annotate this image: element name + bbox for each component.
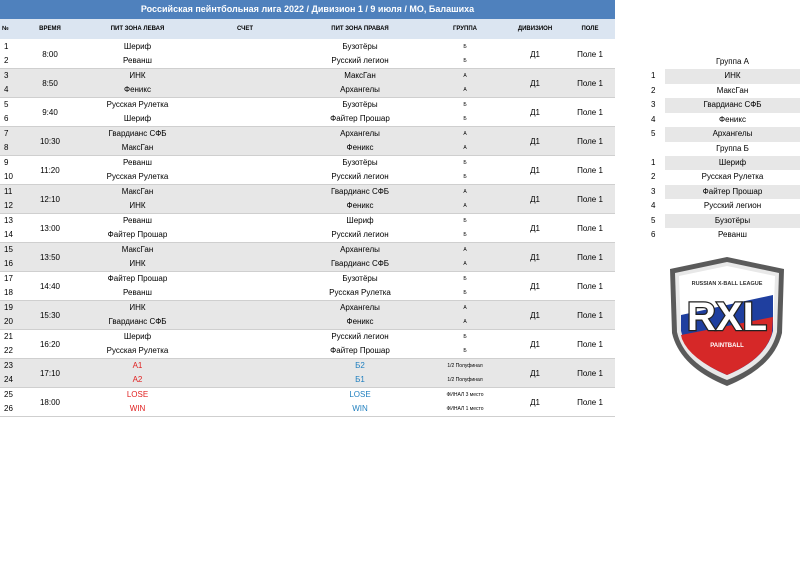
left-team: Файтер Прошар xyxy=(107,274,168,283)
header-time: ВРЕМЯ xyxy=(39,26,61,32)
left-team: ИНК xyxy=(129,201,146,210)
group-label: Б xyxy=(463,102,467,108)
table-row xyxy=(0,243,615,272)
left-team: А2 xyxy=(132,375,143,384)
match-time: 8:00 xyxy=(42,50,58,59)
left-team: Русская Рулетка xyxy=(106,346,169,355)
score-cell xyxy=(195,214,295,228)
score-cell xyxy=(195,127,295,141)
match-time: 12:10 xyxy=(39,195,61,204)
table-row xyxy=(0,185,615,214)
right-team: Шериф xyxy=(346,216,374,225)
right-team: Русский легион xyxy=(331,172,389,181)
group-label: Б xyxy=(463,58,467,64)
group-team-name: ИНК xyxy=(665,69,800,84)
group-label: Б xyxy=(463,160,467,166)
group-label: Б xyxy=(463,174,467,180)
match-time: 13:50 xyxy=(39,253,61,262)
group-team-name: Феникс xyxy=(718,114,746,124)
right-team: Бузотёры xyxy=(342,42,378,51)
right-team: Русский легион xyxy=(331,230,389,239)
group-label: 1/2 Полуфинал xyxy=(447,363,483,369)
group-team-number: 1 xyxy=(651,157,656,167)
score-cell xyxy=(195,301,295,315)
field-label: Поле 1 xyxy=(577,195,603,204)
match-table xyxy=(0,40,615,417)
division-label: Д1 xyxy=(530,108,540,117)
logo-letters: RXL xyxy=(687,295,767,339)
match-number: 11 xyxy=(4,187,13,196)
table-row xyxy=(0,330,615,359)
table-row xyxy=(0,301,615,330)
group-team-row xyxy=(645,113,800,128)
match-number: 8 xyxy=(4,143,9,152)
score-cell xyxy=(195,98,295,112)
group-label: А xyxy=(463,145,467,151)
field-label: Поле 1 xyxy=(577,369,603,378)
score-cell xyxy=(195,112,295,126)
field-label: Поле 1 xyxy=(577,253,603,262)
right-team: Феникс xyxy=(346,201,374,210)
right-team: Феникс xyxy=(346,317,374,326)
table-row xyxy=(0,359,615,388)
group-team-row xyxy=(645,156,800,171)
right-team: Архангелы xyxy=(340,129,380,138)
header-right-pit: ПИТ ЗОНА ПРАВАЯ xyxy=(331,26,389,32)
score-cell xyxy=(195,170,295,184)
group-label: Б xyxy=(463,44,467,50)
group-team-name: МаксГан xyxy=(716,85,749,95)
left-team: А1 xyxy=(132,361,143,370)
group-label: Б xyxy=(463,218,467,224)
group-label: А xyxy=(463,247,467,253)
division-label: Д1 xyxy=(530,398,540,407)
match-number: 10 xyxy=(4,172,13,181)
match-number: 20 xyxy=(4,317,13,326)
division-label: Д1 xyxy=(530,311,540,320)
groups-panel xyxy=(645,55,800,243)
left-team: WIN xyxy=(129,404,146,413)
left-team: Шериф xyxy=(123,42,152,51)
match-number: 14 xyxy=(4,230,13,239)
group-label: ФИНАЛ 1 место xyxy=(446,406,484,412)
field-label: Поле 1 xyxy=(577,340,603,349)
group-team-number: 1 xyxy=(651,71,656,80)
score-cell xyxy=(195,402,295,416)
group-label: 1/2 Полуфинал xyxy=(447,377,483,383)
group-team-number: 4 xyxy=(651,114,656,124)
group-label: А xyxy=(463,203,467,209)
left-team: Реванш xyxy=(123,288,152,297)
left-team: ИНК xyxy=(129,303,146,312)
match-number: 5 xyxy=(4,100,9,109)
group-team-number: 3 xyxy=(651,100,656,109)
match-number: 12 xyxy=(4,201,13,210)
left-team: МаксГан xyxy=(121,187,154,196)
division-label: Д1 xyxy=(530,137,540,146)
rxl-logo xyxy=(666,255,788,388)
group-label: А xyxy=(463,319,467,325)
match-number: 19 xyxy=(4,303,13,312)
group-label: Б xyxy=(463,276,467,282)
left-team: ИНК xyxy=(129,259,146,268)
division-label: Д1 xyxy=(530,282,540,291)
logo-bottom-text: PAINTBALL xyxy=(710,343,744,349)
group-team-row xyxy=(645,170,800,185)
left-team: Гвардианс СФБ xyxy=(108,317,167,326)
right-team: Гвардианс СФБ xyxy=(330,187,390,196)
table-row xyxy=(0,40,615,69)
group-team-row xyxy=(645,185,800,200)
group-team-name: Реванш xyxy=(718,230,747,239)
group-team-number: 2 xyxy=(651,85,656,95)
group-team-name: Файтер Прошар xyxy=(665,185,800,200)
left-team: Русская Рулетка xyxy=(106,172,169,181)
division-label: Д1 xyxy=(530,166,540,175)
table-row xyxy=(0,69,615,98)
match-number: 9 xyxy=(4,158,9,167)
match-time: 8:50 xyxy=(42,79,58,88)
table-row xyxy=(0,156,615,185)
left-team: LOSE xyxy=(126,390,149,399)
match-number: 23 xyxy=(4,361,13,370)
field-label: Поле 1 xyxy=(577,224,603,233)
group-team-row xyxy=(645,69,800,84)
group-team-number: 2 xyxy=(651,172,656,181)
group-team-row xyxy=(645,127,800,142)
schedule-title: Российская пейнтбольная лига 2022 / Дивизион 1 / 9 июля / МО, Балашиха xyxy=(0,0,615,19)
score-cell xyxy=(195,330,295,344)
score-cell xyxy=(195,185,295,199)
match-number: 18 xyxy=(4,288,13,297)
logo-top-text: RUSSIAN X-BALL LEAGUE xyxy=(691,281,763,287)
division-label: Д1 xyxy=(530,79,540,88)
table-row xyxy=(0,214,615,243)
group-team-number: 5 xyxy=(651,215,656,225)
group-title-text: Группа Б xyxy=(716,143,749,153)
score-cell xyxy=(195,228,295,242)
left-team: Феникс xyxy=(123,85,151,94)
match-time: 14:40 xyxy=(39,282,61,291)
group-title xyxy=(645,142,800,156)
score-cell xyxy=(195,286,295,300)
right-team: Бузотёры xyxy=(342,158,378,167)
header-field: ПОЛЕ xyxy=(581,26,599,32)
left-team: МаксГан xyxy=(121,245,154,254)
group-team-name: Русская Рулетка xyxy=(701,172,764,181)
right-team: LOSE xyxy=(349,390,371,399)
right-team: Файтер Прошар xyxy=(330,346,390,355)
group-label: А xyxy=(463,189,467,195)
match-time: 11:20 xyxy=(40,166,60,175)
right-team: Б1 xyxy=(355,375,365,384)
field-label: Поле 1 xyxy=(577,311,603,320)
group-label: А xyxy=(463,305,467,311)
group-team-number: 3 xyxy=(651,186,656,196)
right-team: МаксГан xyxy=(344,71,376,80)
left-team: Файтер Прошар xyxy=(107,230,168,239)
group-team-row xyxy=(645,214,800,229)
header-left-pit: ПИТ ЗОНА ЛЕВАЯ xyxy=(110,26,165,32)
match-number: 3 xyxy=(4,71,9,80)
group-team-name: Бузотёры xyxy=(665,214,800,229)
score-cell xyxy=(195,156,295,170)
left-team: Гвардианс СФБ xyxy=(108,129,167,138)
right-team: Феникс xyxy=(346,143,374,152)
match-number: 15 xyxy=(4,245,13,254)
group-label: ФИНАЛ 3 место xyxy=(446,392,484,398)
group-title-text: Группа А xyxy=(716,57,749,66)
division-label: Д1 xyxy=(530,195,540,204)
score-cell xyxy=(195,141,295,155)
header-group: ГРУППА xyxy=(452,26,477,32)
match-number: 13 xyxy=(4,216,13,225)
right-team: WIN xyxy=(352,404,368,413)
field-label: Поле 1 xyxy=(577,137,603,146)
group-label: Б xyxy=(463,334,467,340)
match-number: 24 xyxy=(4,375,13,384)
header-division: ДИВИЗИОН xyxy=(517,26,553,32)
match-time: 16:20 xyxy=(39,340,61,349)
right-team: Русский легион xyxy=(331,332,389,341)
right-team: Файтер Прошар xyxy=(330,114,390,123)
group-team-row xyxy=(645,199,800,214)
match-time: 9:40 xyxy=(42,108,58,117)
score-cell xyxy=(195,257,295,271)
right-team: Архангелы xyxy=(340,303,380,312)
header-score: СЧЕТ xyxy=(236,26,254,32)
left-team: МаксГан xyxy=(121,143,154,152)
match-number: 2 xyxy=(4,56,9,65)
field-label: Поле 1 xyxy=(577,282,603,291)
left-team: Русская Рулетка xyxy=(106,100,169,109)
left-team: Реванш xyxy=(123,158,152,167)
score-cell xyxy=(195,69,295,83)
table-row xyxy=(0,272,615,301)
group-label: А xyxy=(463,73,467,79)
table-row xyxy=(0,388,615,417)
score-cell xyxy=(195,83,295,97)
group-label: Б xyxy=(463,116,467,122)
right-team: Русский легион xyxy=(331,56,389,65)
group-team-name: Архангелы xyxy=(665,127,800,142)
right-team: Бузотёры xyxy=(342,274,378,283)
match-number: 6 xyxy=(4,114,9,123)
field-label: Поле 1 xyxy=(577,398,603,407)
left-team: Реванш xyxy=(123,216,152,225)
right-team: Бузотёры xyxy=(342,100,378,109)
rxl-shield-icon xyxy=(666,255,788,388)
group-team-row xyxy=(645,98,800,113)
match-number: 16 xyxy=(4,259,13,268)
score-cell xyxy=(195,243,295,257)
match-number: 1 xyxy=(4,42,9,51)
match-number: 4 xyxy=(4,85,9,94)
right-team: Гвардианс СФБ xyxy=(330,259,390,268)
match-number: 17 xyxy=(4,274,13,283)
field-label: Поле 1 xyxy=(577,50,603,59)
right-team: Архангелы xyxy=(340,85,380,94)
group-team-name: Русский легион xyxy=(703,201,762,210)
group-label: Б xyxy=(463,348,467,354)
group-team-row xyxy=(645,228,800,243)
match-number: 22 xyxy=(4,346,13,355)
group-label: А xyxy=(463,87,467,93)
score-cell xyxy=(195,54,295,68)
match-time: 17:10 xyxy=(39,369,61,378)
score-cell xyxy=(195,359,295,373)
left-team: Реванш xyxy=(123,56,152,65)
group-title xyxy=(645,55,800,69)
group-team-name: Шериф xyxy=(665,156,800,171)
group-team-number: 5 xyxy=(651,129,656,138)
division-label: Д1 xyxy=(530,253,540,262)
group-label: Б xyxy=(463,290,467,296)
division-label: Д1 xyxy=(530,50,540,59)
right-team: Архангелы xyxy=(340,245,380,254)
left-team: ИНК xyxy=(129,71,146,80)
group-team-name: Гвардианс СФБ xyxy=(665,98,800,113)
field-label: Поле 1 xyxy=(577,79,603,88)
score-cell xyxy=(195,40,295,54)
match-number: 21 xyxy=(4,332,13,341)
group-team-row xyxy=(645,84,800,99)
match-number: 7 xyxy=(4,129,9,138)
header-num: № xyxy=(2,26,9,32)
left-team: Шериф xyxy=(123,332,152,341)
group-label: А xyxy=(463,261,467,267)
group-label: А xyxy=(463,131,467,137)
left-team: Шериф xyxy=(123,114,152,123)
row-divider xyxy=(0,416,615,417)
match-number: 26 xyxy=(4,404,13,413)
division-label: Д1 xyxy=(530,340,540,349)
score-cell xyxy=(195,315,295,329)
right-team: Русская Рулетка xyxy=(329,288,391,297)
score-cell xyxy=(195,272,295,286)
field-label: Поле 1 xyxy=(577,166,603,175)
group-team-number: 4 xyxy=(651,201,656,210)
match-time: 15:30 xyxy=(39,311,61,320)
score-cell xyxy=(195,388,295,402)
table-row xyxy=(0,127,615,156)
score-cell xyxy=(195,344,295,358)
match-time: 18:00 xyxy=(39,398,61,407)
group-team-number: 6 xyxy=(651,230,656,239)
division-label: Д1 xyxy=(530,369,540,378)
field-label: Поле 1 xyxy=(577,108,603,117)
score-cell xyxy=(195,199,295,213)
match-time: 10:30 xyxy=(39,137,61,146)
right-team: Б2 xyxy=(355,361,365,370)
table-header xyxy=(0,19,615,39)
match-time: 13:00 xyxy=(39,224,61,233)
match-number: 25 xyxy=(4,390,13,399)
group-label: Б xyxy=(463,232,467,238)
division-label: Д1 xyxy=(530,224,540,233)
table-row xyxy=(0,98,615,127)
score-cell xyxy=(195,373,295,387)
